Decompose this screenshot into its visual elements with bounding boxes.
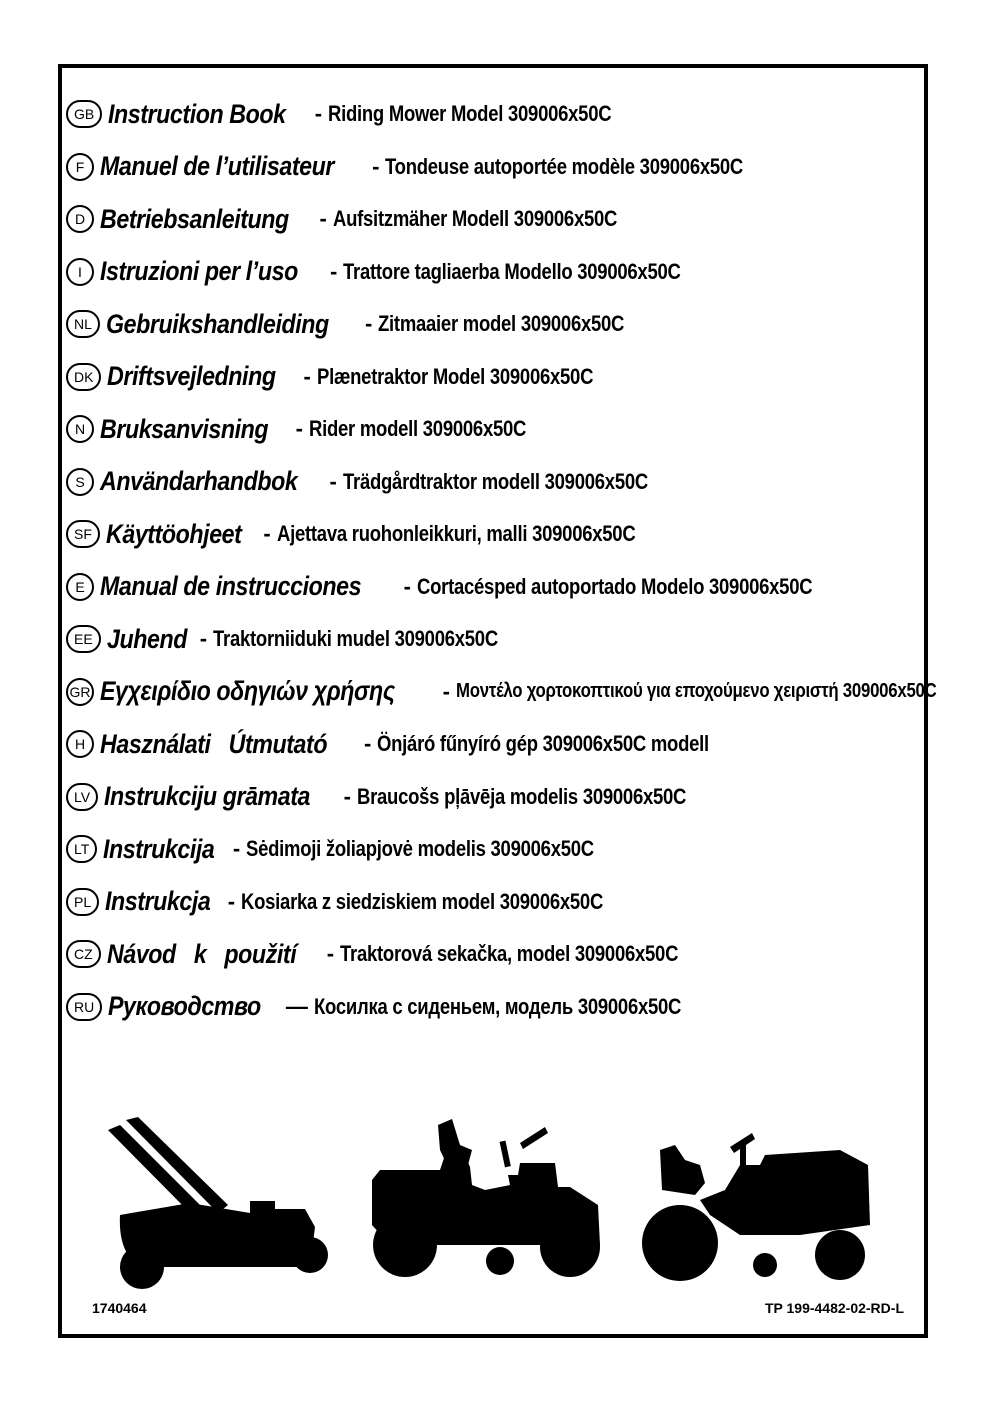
language-code-badge: GB <box>66 100 102 128</box>
separator: - <box>263 521 271 547</box>
model-description: Trädgårdtraktor modell 309006x50C <box>342 468 648 494</box>
language-code-badge: F <box>66 153 94 181</box>
manual-title: Használati Útmutató <box>100 728 328 759</box>
separator: - <box>403 573 411 599</box>
language-row-sf <box>66 508 916 561</box>
language-row-d <box>66 193 916 246</box>
model-description: Önjáró fűnyíró gép 309006x50C modell <box>377 731 710 757</box>
separator: - <box>295 416 303 442</box>
language-code-badge: NL <box>66 310 100 338</box>
language-row-lv <box>66 771 916 824</box>
manual-title: Användarhandbok <box>100 466 298 497</box>
separator: - <box>232 836 241 862</box>
language-row-nl <box>66 298 916 351</box>
riding-tractor-icon <box>372 1119 600 1277</box>
language-code-badge: LV <box>66 783 98 811</box>
language-code-badge: PL <box>66 888 99 916</box>
separator: - <box>330 258 338 284</box>
model-description: Traktorová sekačka, model 309006x50C <box>340 941 679 967</box>
language-row-dk <box>66 351 916 404</box>
language-code-badge: S <box>66 468 94 496</box>
language-row-cz <box>66 928 916 981</box>
language-row-f <box>66 141 916 194</box>
separator: - <box>227 888 236 914</box>
language-row-gr <box>66 666 937 719</box>
manual-title: Instrukciju grāmata <box>104 781 311 812</box>
manual-title: Руководство <box>108 991 262 1022</box>
separator: - <box>372 153 380 179</box>
manual-title: Käyttöohjeet <box>105 518 242 549</box>
model-description: Rider modell 309006x50C <box>308 416 527 442</box>
language-code-badge: RU <box>66 993 102 1021</box>
manual-title: Driftsvejledning <box>107 361 277 392</box>
language-row-i <box>66 246 916 299</box>
manual-title: Instruction Book <box>108 98 286 129</box>
print-reference: TP 199-4482-02-RD-L <box>764 1300 904 1316</box>
manual-title: Instrukcija <box>103 833 215 864</box>
manual-title: Juhend <box>106 623 187 654</box>
model-description: Μοντέλο χορτοκοπτικού για εποχούμενο χειριστή 309006x50C <box>455 680 937 703</box>
separator: - <box>364 311 373 337</box>
language-row-n <box>66 403 916 456</box>
language-code-badge: GR <box>66 678 94 706</box>
language-row-lt <box>66 823 916 876</box>
model-description: Braucošs pļāvēja modelis 309006x50C <box>357 783 687 809</box>
separator: - <box>319 206 327 232</box>
language-row-h <box>66 718 916 771</box>
language-row-s <box>66 456 916 509</box>
model-description: Riding Mower Model 309006x50C <box>328 101 612 127</box>
model-description: Kosiarka z siedziskiem model 309006x50C <box>241 888 604 914</box>
language-code-badge: H <box>66 730 94 758</box>
separator: — <box>285 993 308 1019</box>
model-description: Plænetraktor Model 309006x50C <box>316 363 594 389</box>
manual-title: Betriebsanleitung <box>100 203 289 234</box>
manual-title: Εγχειρίδιο οδηγιών χρήσης <box>100 676 395 707</box>
model-description: Aufsitzmäher Modell 309006x50C <box>332 206 618 232</box>
model-description: Traktorniiduki mudel 309006x50C <box>213 626 498 652</box>
model-description: Sėdimoji žoliapjovė modelis 309006x50C <box>246 836 595 862</box>
manual-title: Instrukcja <box>105 886 211 917</box>
model-description: Ajettava ruohonleikkuri, malli 309006x50C <box>276 521 636 547</box>
separator: - <box>329 468 337 494</box>
language-row-gb <box>66 88 916 141</box>
tractor-with-collector-icon <box>642 1133 870 1281</box>
separator: - <box>343 783 351 809</box>
manual-title: Bruksanvisning <box>100 413 269 444</box>
manual-title: Istruzioni per l’uso <box>100 256 298 287</box>
walk-behind-mower-icon <box>108 1117 328 1289</box>
language-code-badge: EE <box>66 625 101 653</box>
manual-title: Gebruikshandleiding <box>105 308 329 339</box>
document-number: 1740464 <box>92 1300 147 1316</box>
model-description: Cortacésped autoportado Modelo 309006x50C <box>416 573 813 599</box>
model-description: Trattore tagliaerba Modello 309006x50C <box>343 258 681 284</box>
language-list <box>66 88 937 1033</box>
language-code-badge: I <box>66 258 94 286</box>
language-code-badge: CZ <box>66 940 101 968</box>
model-description: Косилка с сиденьем, модель 309006x50C <box>313 993 682 1019</box>
manual-title: Manual de instrucciones <box>100 571 362 602</box>
separator: - <box>364 731 372 757</box>
language-row-e <box>66 561 916 614</box>
separator: - <box>442 678 450 704</box>
language-code-badge: E <box>66 573 94 601</box>
manual-title: Návod k použití <box>106 938 296 969</box>
language-row-pl <box>66 876 916 929</box>
model-description: Zitmaaier model 309006x50C <box>378 311 625 337</box>
language-code-badge: LT <box>66 835 97 863</box>
language-row-ru <box>66 981 916 1034</box>
separator: - <box>199 626 208 652</box>
separator: - <box>303 363 311 389</box>
model-description: Tondeuse autoportée modèle 309006x50C <box>385 153 744 179</box>
language-code-badge: SF <box>66 520 100 548</box>
language-row-ee <box>66 613 916 666</box>
language-code-badge: D <box>66 205 94 233</box>
manual-title: Manuel de l’utilisateur <box>100 151 334 182</box>
language-code-badge: N <box>66 415 94 443</box>
separator: - <box>314 101 323 127</box>
separator: - <box>326 941 335 967</box>
mower-silhouettes <box>100 1105 890 1305</box>
language-code-badge: DK <box>66 363 101 391</box>
